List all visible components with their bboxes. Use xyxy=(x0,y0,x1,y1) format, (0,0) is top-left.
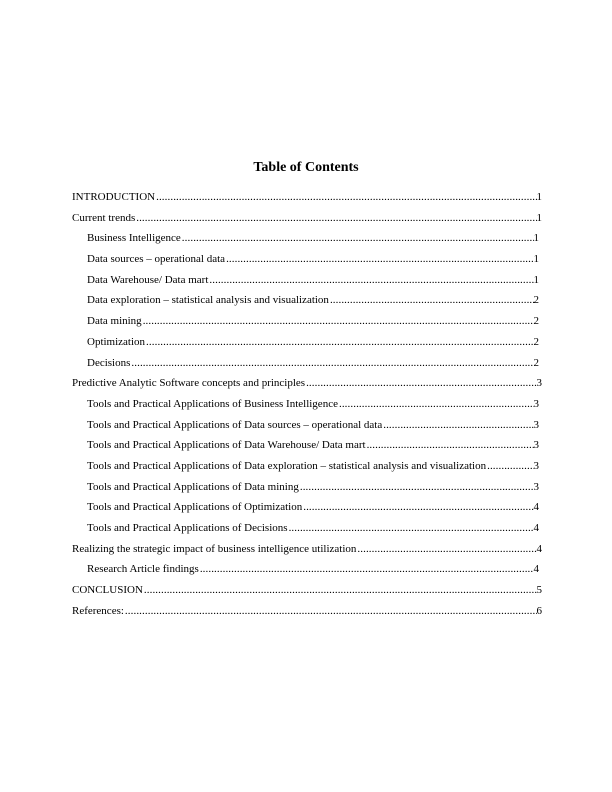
toc-entry-page-number: 1 xyxy=(536,211,542,224)
toc-entry-label: Tools and Practical Applications of Data sources – operational data xyxy=(87,418,383,431)
toc-entry-page-number: 3 xyxy=(533,480,539,493)
toc-dot-leader xyxy=(383,418,533,432)
toc-entry[interactable] xyxy=(72,397,539,418)
toc-entry[interactable] xyxy=(72,231,539,252)
toc-list xyxy=(72,190,542,624)
toc-entry-label: INTRODUCTION xyxy=(72,191,156,203)
toc-entry[interactable] xyxy=(72,418,539,439)
toc-entry-label: Realizing the strategic impact of business intelligence utilization xyxy=(72,542,357,555)
toc-dot-leader xyxy=(209,273,533,287)
toc-entry-label: Business Intelligence xyxy=(87,232,181,245)
toc-entry-page-number: 1 xyxy=(533,232,539,245)
toc-entry-page-number: 4 xyxy=(536,542,542,555)
toc-dot-leader xyxy=(330,293,534,307)
toc-dot-leader xyxy=(226,252,533,266)
toc-entry[interactable] xyxy=(72,542,542,563)
toc-entry[interactable] xyxy=(72,562,539,583)
toc-entry-page-number: 3 xyxy=(533,418,539,431)
toc-entry-label: References: xyxy=(72,604,124,617)
toc-entry-label: Tools and Practical Applications of Data Warehouse/ Data mart xyxy=(87,439,366,452)
toc-entry-page-number: 4 xyxy=(533,563,539,576)
toc-entry-label: Data sources – operational data xyxy=(87,253,226,266)
toc-entry[interactable] xyxy=(72,190,542,211)
toc-entry-label: Research Article findings xyxy=(87,563,199,576)
toc-entry-page-number: 5 xyxy=(536,584,542,597)
toc-entry-page-number: 2 xyxy=(533,356,539,369)
toc-entry-page-number: 3 xyxy=(533,439,539,452)
toc-dot-leader xyxy=(367,438,534,452)
toc-entry-label: Decisions xyxy=(87,356,131,369)
toc-entry-label: Tools and Practical Applications of Optimization xyxy=(87,501,303,514)
toc-dot-leader xyxy=(131,356,533,370)
toc-entry-label: Tools and Practical Applications of Data mining xyxy=(87,480,299,493)
toc-entry[interactable] xyxy=(72,480,539,501)
toc-entry-page-number: 6 xyxy=(536,604,542,617)
toc-dot-leader xyxy=(156,190,536,204)
toc-entry[interactable] xyxy=(72,500,539,521)
toc-dot-leader xyxy=(300,480,534,494)
toc-entry[interactable] xyxy=(72,252,539,273)
toc-entry-label: CONCLUSION xyxy=(72,584,143,597)
toc-dot-leader xyxy=(144,583,537,597)
toc-dot-leader xyxy=(136,211,536,225)
toc-entry-label: Tools and Practical Applications of Decisions xyxy=(87,522,288,534)
toc-entry[interactable] xyxy=(72,293,539,314)
toc-entry[interactable] xyxy=(72,438,539,459)
toc-entry[interactable] xyxy=(72,583,542,604)
toc-entry[interactable] xyxy=(72,604,542,625)
toc-entry-label: Data Warehouse/ Data mart xyxy=(87,273,209,286)
toc-entry[interactable] xyxy=(72,273,539,294)
toc-dot-leader xyxy=(200,562,534,576)
toc-entry[interactable] xyxy=(72,356,539,377)
toc-entry[interactable] xyxy=(72,314,539,335)
toc-dot-leader xyxy=(487,459,533,473)
toc-title: Table of Contents xyxy=(253,160,359,175)
toc-dot-leader xyxy=(339,397,534,411)
toc-dot-leader xyxy=(146,335,533,349)
toc-entry-label: Data mining xyxy=(87,315,142,328)
toc-entry[interactable] xyxy=(72,459,539,480)
toc-dot-leader xyxy=(182,231,534,245)
toc-entry-label: Optimization xyxy=(87,335,146,348)
toc-entry-page-number: 1 xyxy=(536,191,542,203)
toc-entry-label: Data exploration – statistical analysis and visualization xyxy=(87,294,329,307)
toc-entry-page-number: 3 xyxy=(536,377,542,390)
toc-entry-label: Tools and Practical Applications of Data exploration – statistical analysis and visualization xyxy=(87,459,487,472)
toc-dot-leader xyxy=(357,542,536,556)
toc-entry-label: Current trends xyxy=(72,211,136,224)
toc-dot-leader xyxy=(143,314,534,328)
toc-entry[interactable] xyxy=(72,376,542,397)
toc-entry-label: Tools and Practical Applications of Business Intelligence xyxy=(87,397,338,410)
toc-entry[interactable] xyxy=(72,521,539,542)
toc-entry-page-number: 4 xyxy=(533,522,539,534)
toc-entry-page-number: 2 xyxy=(533,294,539,307)
toc-dot-leader xyxy=(303,500,533,514)
toc-dot-leader xyxy=(125,604,537,618)
toc-dot-leader xyxy=(306,376,536,390)
toc-entry-page-number: 3 xyxy=(533,397,539,410)
toc-entry[interactable] xyxy=(72,335,539,356)
toc-entry-page-number: 2 xyxy=(533,335,539,348)
toc-entry-page-number: 1 xyxy=(533,253,539,266)
toc-entry-label: Predictive Analytic Software concepts and principles xyxy=(72,377,306,390)
toc-dot-leader xyxy=(289,521,534,535)
toc-entry-page-number: 2 xyxy=(533,315,539,328)
toc-entry-page-number: 4 xyxy=(533,501,539,514)
toc-entry[interactable] xyxy=(72,211,542,232)
toc-entry-page-number: 1 xyxy=(533,273,539,286)
toc-entry-page-number: 3 xyxy=(533,459,539,472)
